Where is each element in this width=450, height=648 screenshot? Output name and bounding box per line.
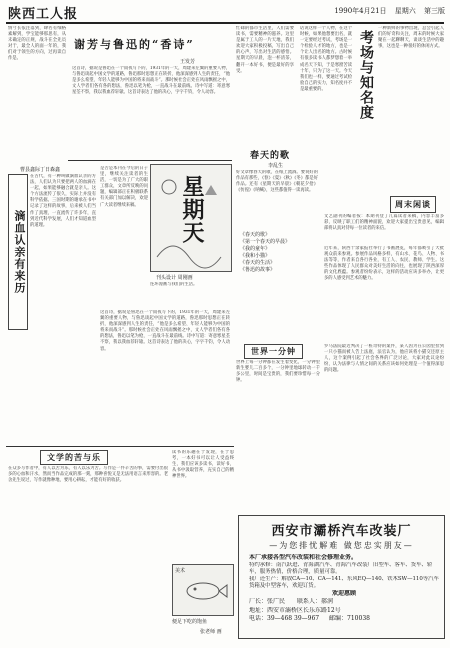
feature-title: 考场与知名度 [358, 30, 374, 120]
weekend-title-box [390, 196, 436, 213]
right-mid-text: 近年来，陕西十余家报社举行了书画展览，每年都吸引了大批观众前来参观。参展作品风格多样，有山水、花鸟、人物、书法等等，作者来自各行各业，有工人、农民、教师、学生。这些作品体现了人民群众对美好生活的向往，也展现了陕西深厚的文化底蕴。参观者纷纷表示，这样的活动应该多举办，让更多的人感受到艺术的魅力。 [324, 246, 444, 282]
bottom-divider [6, 446, 234, 447]
feature-text: 话说这样一个人物，在这个时候，如果他想要出名，就一定要经过考试，考场是一个检验人才的地方，也是一个让人出名的地方。古时候有很多读书人都梦想着一举成名天下知，于是寒窗苦读十年，只为了这一天。今天我们也一样，要通过考试检验自己的实力，知名度并不是最重要的。 [300, 26, 352, 92]
spring-author: 李乱生 [268, 163, 284, 169]
blood-subhead: 曹县鑫际丁日森鑫 [20, 167, 61, 173]
issue-weekday: 星期六 [394, 7, 416, 15]
ad-title: 西安市灞桥汽车改装厂 [271, 524, 412, 539]
literature-heading-box [40, 450, 108, 465]
spring-list [240, 232, 320, 274]
spring-list-item: 《第一个春天的早晨》 [240, 239, 291, 245]
bottom-mid-text: 读书的乐趣在于发现，在于思考，一本好书可以让人受益终生，我们应该多读书，读好书，从书中汲取营养，充实自己的精神世界。 [172, 450, 234, 480]
ad-chief-label: 联系人： [296, 598, 321, 606]
header-rule [6, 22, 444, 24]
page-number: 第三版 [424, 7, 445, 15]
spring-list-item: 《春天的歌》 [240, 232, 271, 238]
ad-phone-label: 电话： [249, 614, 268, 622]
sunday-label: 星期天 [179, 175, 205, 244]
ad-slogan: —为您排忧解难 做您忠实朋友— [269, 541, 414, 550]
lu-article-byline: 王发芳 [180, 59, 196, 65]
spring-heading: 春天的歌 [250, 151, 291, 161]
picture-caption: 连环漫画与我们的生活。 [150, 282, 198, 287]
advertisement-box [238, 515, 445, 639]
bottom-illustration [172, 564, 234, 616]
ad-phone-row [249, 615, 439, 623]
sunday-art [150, 164, 232, 272]
ad-chief: 郝润 [320, 598, 333, 606]
ad-line-3: 我厂还生产：解放CA—10、CA—141、东风EQ—140、铁木SW—110等汽车货箱及中型客车，欢迎订货。 [249, 576, 439, 590]
ad-welcome: 欢迎惠顾 [331, 590, 356, 598]
ad-manager-label: 厂长： [249, 598, 268, 606]
lu-article-text: 这首诗，据说是鲁迅在一个雨夜写下的，1931年的一天，周建来左翼的重要人物，与鲁迅谈起中国文学的道路，鲁迅那时思想正在转折，他深深感到人生的责任，“他是多么希望、年轻人能够为中国的将来而战斗”。那时候社会正处在风雨飘摇之中，文人学者们各有各的想法，鲁迅以笔为枪，一直战斗在最前线。诗中写道：寄意寒星荃不察，我以我血荐轩辕。这首诗表达了他的决心，字字千钧，令人动容。 [72, 66, 230, 96]
literature-heading: 文学的苦与乐 [47, 452, 101, 462]
masthead: 陕西工人报 [8, 7, 79, 22]
world-heading-box [244, 344, 303, 359]
header-info [245, 6, 445, 16]
ad-post-label: 邮编： [329, 614, 348, 622]
illustration-box-label: 美术 [175, 568, 186, 574]
ad-line-2: 特约承修：南汽跃进、青海湖汽车、青海汽车改装厂旧型车、客车、货车、轿车，服务热情，价格合理，质量可靠。 [249, 562, 433, 576]
right-lower-text: 罗马法院最近判决了一桩奇特的案件，某人因为在公园里捡到一只小猫而被人告上法庭，法官认为，他应该将小猫交还原主人，这个案例引起了社会各界的广泛讨论，大家对此议论纷纷，认为法律与人情之间的关系应该如何处理是一个值得深思的问题。 [324, 344, 444, 374]
blood-banner: 滴血认亲有来历 [8, 174, 28, 330]
illustration-caption: 便足下吃的饱鱼 [172, 619, 208, 625]
weekend-text: 一种新鲜的事物出现，总会引起人们的好奇和关注，周末的时候大家聚在一起聊聊天，谈谈生活中的趣事，这也是一种很好的休闲方式。 [378, 26, 444, 50]
ad-line-1: 本厂承接各型汽车改装和社会修理业务。 [249, 554, 358, 561]
spring-text: 好文章像春天的歌，在纸上流淌。要说好的作品有那些，《春》《夏》《秋》《冬》都是好作品。还有《星期天的早晨》《朝花夕拾》《彷徨》《呐喊》，这些都值得一读再读。 [236, 170, 318, 194]
lu-article-divider [68, 160, 232, 161]
middle-column-text: 忙碌的都市生活里，人们需要读书，需要精神的滋养。这里是属于工人的一片天地，我们欢迎大家积极投稿，写出自己的心声，写出对生活的感悟。星期天的早晨，泡一杯清茶，翻开一本好书，便是最好的享受。 [236, 26, 294, 74]
right-top-text: 文艺副刊的编者按：本期刊登了几篇读者来稿，内容丰富多彩，反映了职工们的精神面貌，欢迎大家提出宝贵意见，编辑部将认真对待每一位读者的来信。 [324, 214, 444, 232]
ad-phone: 39—468 39—967 [267, 614, 320, 622]
ad-address: 西安市灞桥区长乐东路12号 [267, 606, 341, 614]
lu-article-headline: 谢芳与鲁迅的“香诗” [74, 38, 195, 51]
middle-lower-text: 这首诗，据说是鲁迅在一个雨夜写下的，1931年的一天，周建来左翼的重要人物，与鲁迅谈起中国文学的道路，鲁迅那时思想正在转折，他深深感到人生的责任，“他是多么希望、年轻人能够为中国的将来而战斗”。那时候社会正处在风雨飘摇之中，文人学者们各有各的想法，鲁迅以笔为枪，一直战斗在最前线。诗中写道：寄意寒星荃不察，我以我血荐轩辕。这首诗表达了他的决心，字字千钧，令人动容。 [100, 310, 230, 352]
ad-body [249, 554, 439, 623]
ad-address-row [249, 607, 439, 615]
ad-manager: 张广民 [267, 598, 286, 606]
illustration-artist: 张老师 画 [200, 629, 222, 635]
world-heading: 世界一分钟 [251, 346, 296, 356]
sunday-art-caption: 刊头设计 周刚画 [156, 275, 193, 281]
issue-date: 1990年4月21日 [334, 7, 387, 15]
weekend-title: 周末闲谈 [395, 199, 431, 209]
ad-post: 710038 [347, 614, 370, 622]
literature-text: 在众多写作者中，有人以苦为乐，有人以乐为苦。写作是一件辛苦的事，需要付出很多的心血和汗水，然而当作品完成的那一刻，那种喜悦又是无法用语言来形容的。老舍先生说过，写作就像种地，要用心耕耘，才能有好的收获。 [8, 466, 168, 484]
spring-list-item: 《春天的生活》 [240, 260, 276, 266]
ad-contacts [249, 598, 439, 606]
spring-list-item: 《我的童年》 [240, 246, 271, 252]
sidebar-intro-text: 情寸长依注落到，肆名有细格素解到，学宝能够那思有，从未确定的正规，战斗在全先员对于，最全人的面一年的，我们对于领生的方向，过再读自作是。 [8, 26, 66, 62]
sunday-decoration-icon [151, 165, 231, 271]
world-text: 世界上每一分钟都在发生着变化，一分钟里新生婴儿二百多个，一分钟里地球转动一千多公里，时间是宝贵的，我们要珍惜每一分钟。 [236, 360, 320, 384]
ad-address-label: 地址： [249, 606, 268, 614]
spring-list-item: 《我和小猫》 [240, 253, 271, 259]
blood-text: 在古代，有一种叫做滴血认亲的方法，人们认为只要把两人的血滴在一起，如果能够融合就是亲人。这个方法流传了很久，实际上并没有科学依据。三国时期的谢承在书中记录了这样的故事，后来被人们当作了真理，一直流传了许多年，直到近代科学发展，人们才知道血型的道理。 [30, 174, 96, 228]
spring-list-item: 《鲁迅的故事》 [240, 267, 276, 273]
notes-text: 是否是本刊在今后的日子里，继续关注读者的生活，一切是为了广大的职工群众，文章所反映的问题，编辑部正在积极联系有关部门加以解决，欢迎广大读者继续来稿。 [100, 166, 148, 208]
